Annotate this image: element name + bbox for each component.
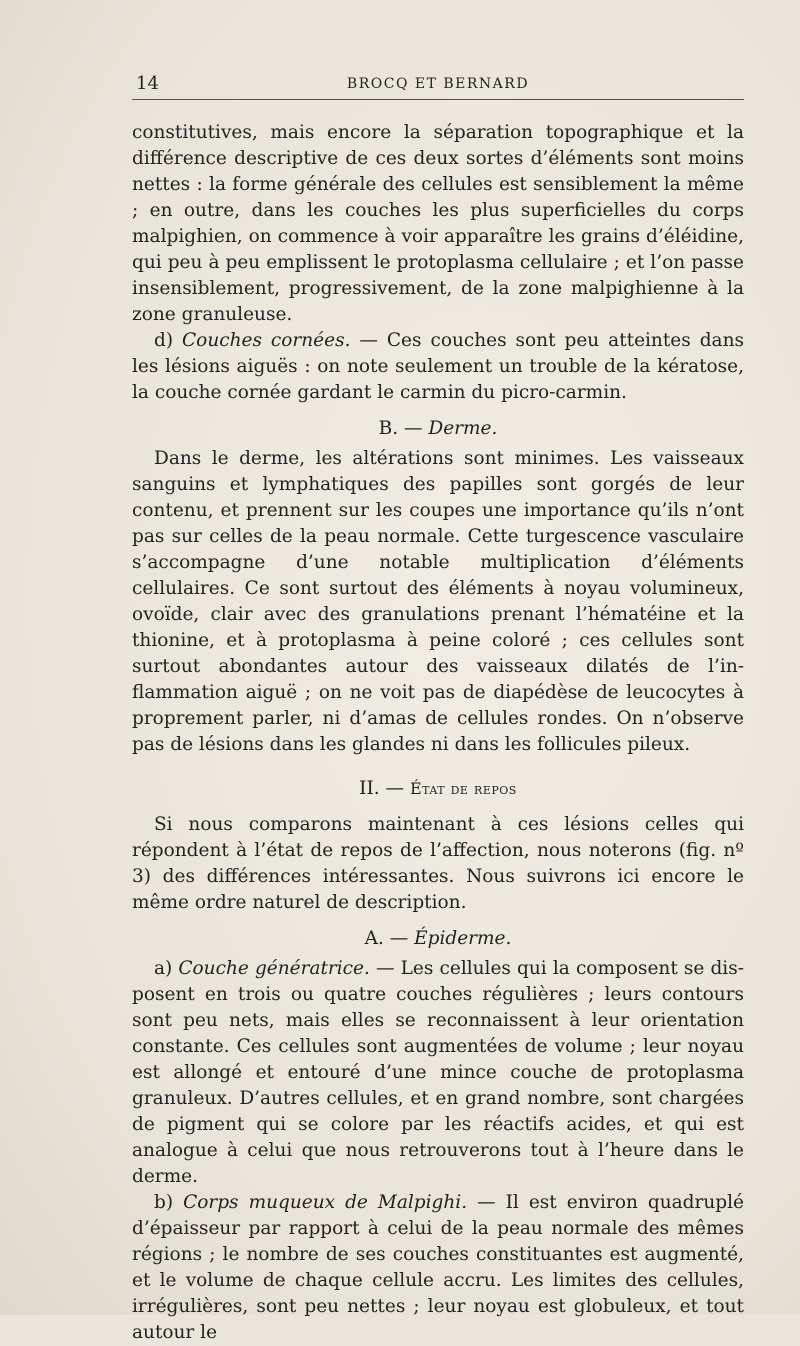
heading-derme	[132, 416, 744, 442]
paragraph-text: — Ces couches sont peu atteintes dans les lésions aiguës : on note seulement un trouble de la kératose, la couche cornée gardant le carmin du picro-carmin.	[132, 330, 744, 403]
item-label: a)	[154, 958, 173, 979]
paragraph-continuation: constitutives, mais encore la séparation topographique et la différence descriptive de ces deux sortes d’éléments sont moins nettes : la forme générale des cellules est sensiblement la même ; en outre, dans les couches les plus superficielles du corps malpighien, on commence à voir apparaître les grains d’éléidine, qui peu à peu emplissent le protoplasma cellulaire ; et l’on passe insensiblement, progressivement, de la zone malpighienne à la zone granuleuse.	[132, 122, 744, 325]
heading-title: Épiderme.	[414, 928, 512, 949]
heading-etat-de-repos	[132, 776, 744, 802]
paragraph-couches-cornees	[132, 328, 744, 406]
paragraph-comparaison: Si nous comparons maintenant à ces lésions celles qui répondent à l’état de repos de l’affection, nous noterons (fig. nº 3) des différences intéressantes. Nous suivrons ici encore le même ordre naturel de description.	[132, 814, 744, 913]
item-label: d)	[154, 330, 174, 351]
subsection-title: Couche génératrice.	[178, 958, 370, 979]
paragraph-text: — Les cellules qui la composent se disposent en trois ou quatre couches régulières ; leurs contours sont peu nets, mais elles se reconnaissent à leur orientation constante. Ces cellules sont augmentées de volume ; leur noyau est allongé et entouré d’une mince couche de protoplasma granuleux. D’autres cellules, et en grand nombre, sont chargées de pigment qui se colore par les réactifs acides, et qui est analogue à celui que nous retrouverons tout à l’heure dans le derme.	[132, 958, 744, 1187]
page-header	[132, 73, 744, 100]
subsection-title: Couches cornées.	[182, 330, 351, 351]
heading-prefix: B. —	[378, 418, 429, 439]
item-label: b)	[154, 1192, 174, 1213]
heading-epiderme	[132, 926, 744, 952]
heading-title: Derme.	[428, 418, 498, 439]
running-title: BROCQ ET BERNARD	[346, 76, 530, 92]
page-number: 14	[136, 73, 159, 94]
page-body	[132, 120, 744, 1346]
heading-prefix: II. —	[359, 778, 410, 799]
heading-title: État de repos	[409, 779, 517, 798]
paragraph-text: — Il est environ quadruplé d’épaisseur par rapport à celui de la peau normale des mêmes régions ; le nombre de ses couches constituantes est augmenté, et le volume de chaque cellule accru. Les limites des cellules, irrégulières, sont peu nettes ; leur noyau est globuleux, et tout autour le	[132, 1192, 744, 1343]
paragraph-corps-muqueux	[132, 1190, 744, 1346]
subsection-title: Corps muqueux de Malpighi.	[183, 1192, 468, 1213]
heading-prefix: A. —	[364, 928, 415, 949]
paragraph-derme: Dans le derme, les altérations sont minimes. Les vaisseaux sanguins et lymphatiques des papilles sont gorgés de leur contenu, et prennent sur les coupes une importance qu’ils n’ont pas sur celles de la peau normale. Cette turgescence vasculaire s’accompagne d’une notable multiplication d’éléments cellulaires. Ce sont surtout des éléments à noyau volumineux, ovoïde, clair avec des granulations prenant l’hématéine et la thionine, et à protoplasma à peine coloré ; ces cellules sont surtout abondantes autour des vaisseaux dilatés de l’inflammation aiguë ; on ne voit pas de diapédèse de leucocytes à proprement parler, ni d’amas de cellules rondes. On n’observe pas de lésions dans les glandes ni dans les follicules pileux.	[132, 448, 744, 755]
paragraph-couche-generatrice	[132, 956, 744, 1190]
